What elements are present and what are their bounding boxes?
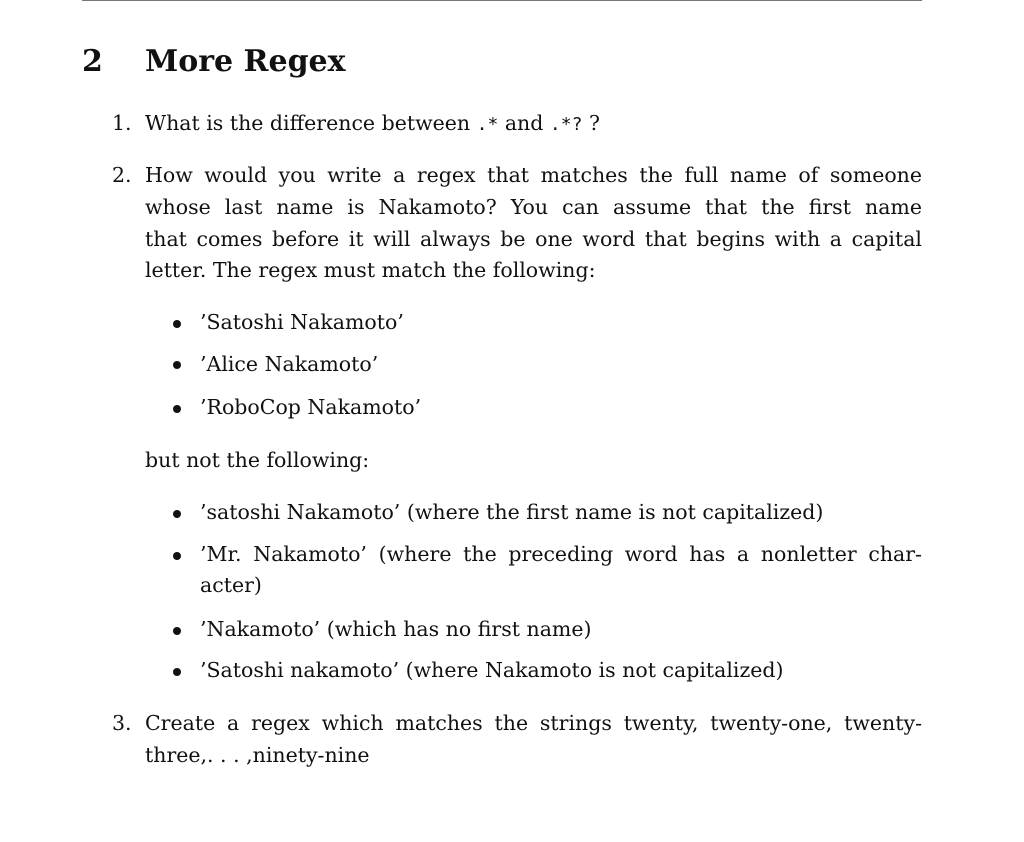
q2-line-1: How would you write a regex that matches the full name of someone	[145, 163, 922, 187]
section-number: 2	[82, 44, 103, 79]
non-match-example-continued: acter)	[200, 573, 262, 597]
bullet	[173, 320, 181, 328]
non-match-example: ’Mr. Nakamoto’ (where the preceding word has a nonletter char-	[200, 542, 922, 566]
q1-number: 1.	[112, 111, 132, 135]
match-example: ’Alice Nakamoto’	[200, 352, 379, 376]
bullet	[173, 627, 181, 635]
match-example: ’RoboCop Nakamoto’	[200, 395, 422, 419]
match-example: ’Satoshi Nakamoto’	[200, 310, 404, 334]
non-match-intro: but not the following:	[145, 448, 370, 472]
bullet	[173, 405, 181, 413]
non-match-example: ’Nakamoto’ (which has no first name)	[200, 617, 592, 641]
q3-number: 3.	[112, 711, 132, 735]
top-rule	[82, 0, 922, 1]
q3-line-2: three,. . . ,ninety-nine	[145, 743, 370, 767]
section-title: More Regex	[145, 44, 346, 79]
q2-line-3: that comes before it will always be one word that begins with a capital	[145, 227, 922, 251]
q3-line-1: Create a regex which matches the strings twenty, twenty-one, twenty-	[145, 711, 922, 735]
q2-line-2: whose last name is Nakamoto? You can assume that the first name	[145, 195, 922, 219]
bullet	[173, 552, 181, 560]
bullet	[173, 361, 181, 369]
non-match-example: ’Satoshi nakamoto’ (where Nakamoto is not capitalized)	[200, 658, 784, 682]
q2-line-4: letter. The regex must match the following:	[145, 258, 596, 282]
non-match-example: ’satoshi Nakamoto’ (where the first name is not capitalized)	[200, 500, 824, 524]
section-heading	[82, 42, 346, 82]
q2-number: 2.	[112, 163, 132, 187]
q1-text: What is the difference between .* and .*? ?	[145, 111, 600, 135]
q1-code-lazy: .*?	[549, 114, 583, 135]
bullet	[173, 668, 181, 676]
q1-code-greedy: .*	[476, 114, 499, 135]
bullet	[173, 510, 181, 518]
